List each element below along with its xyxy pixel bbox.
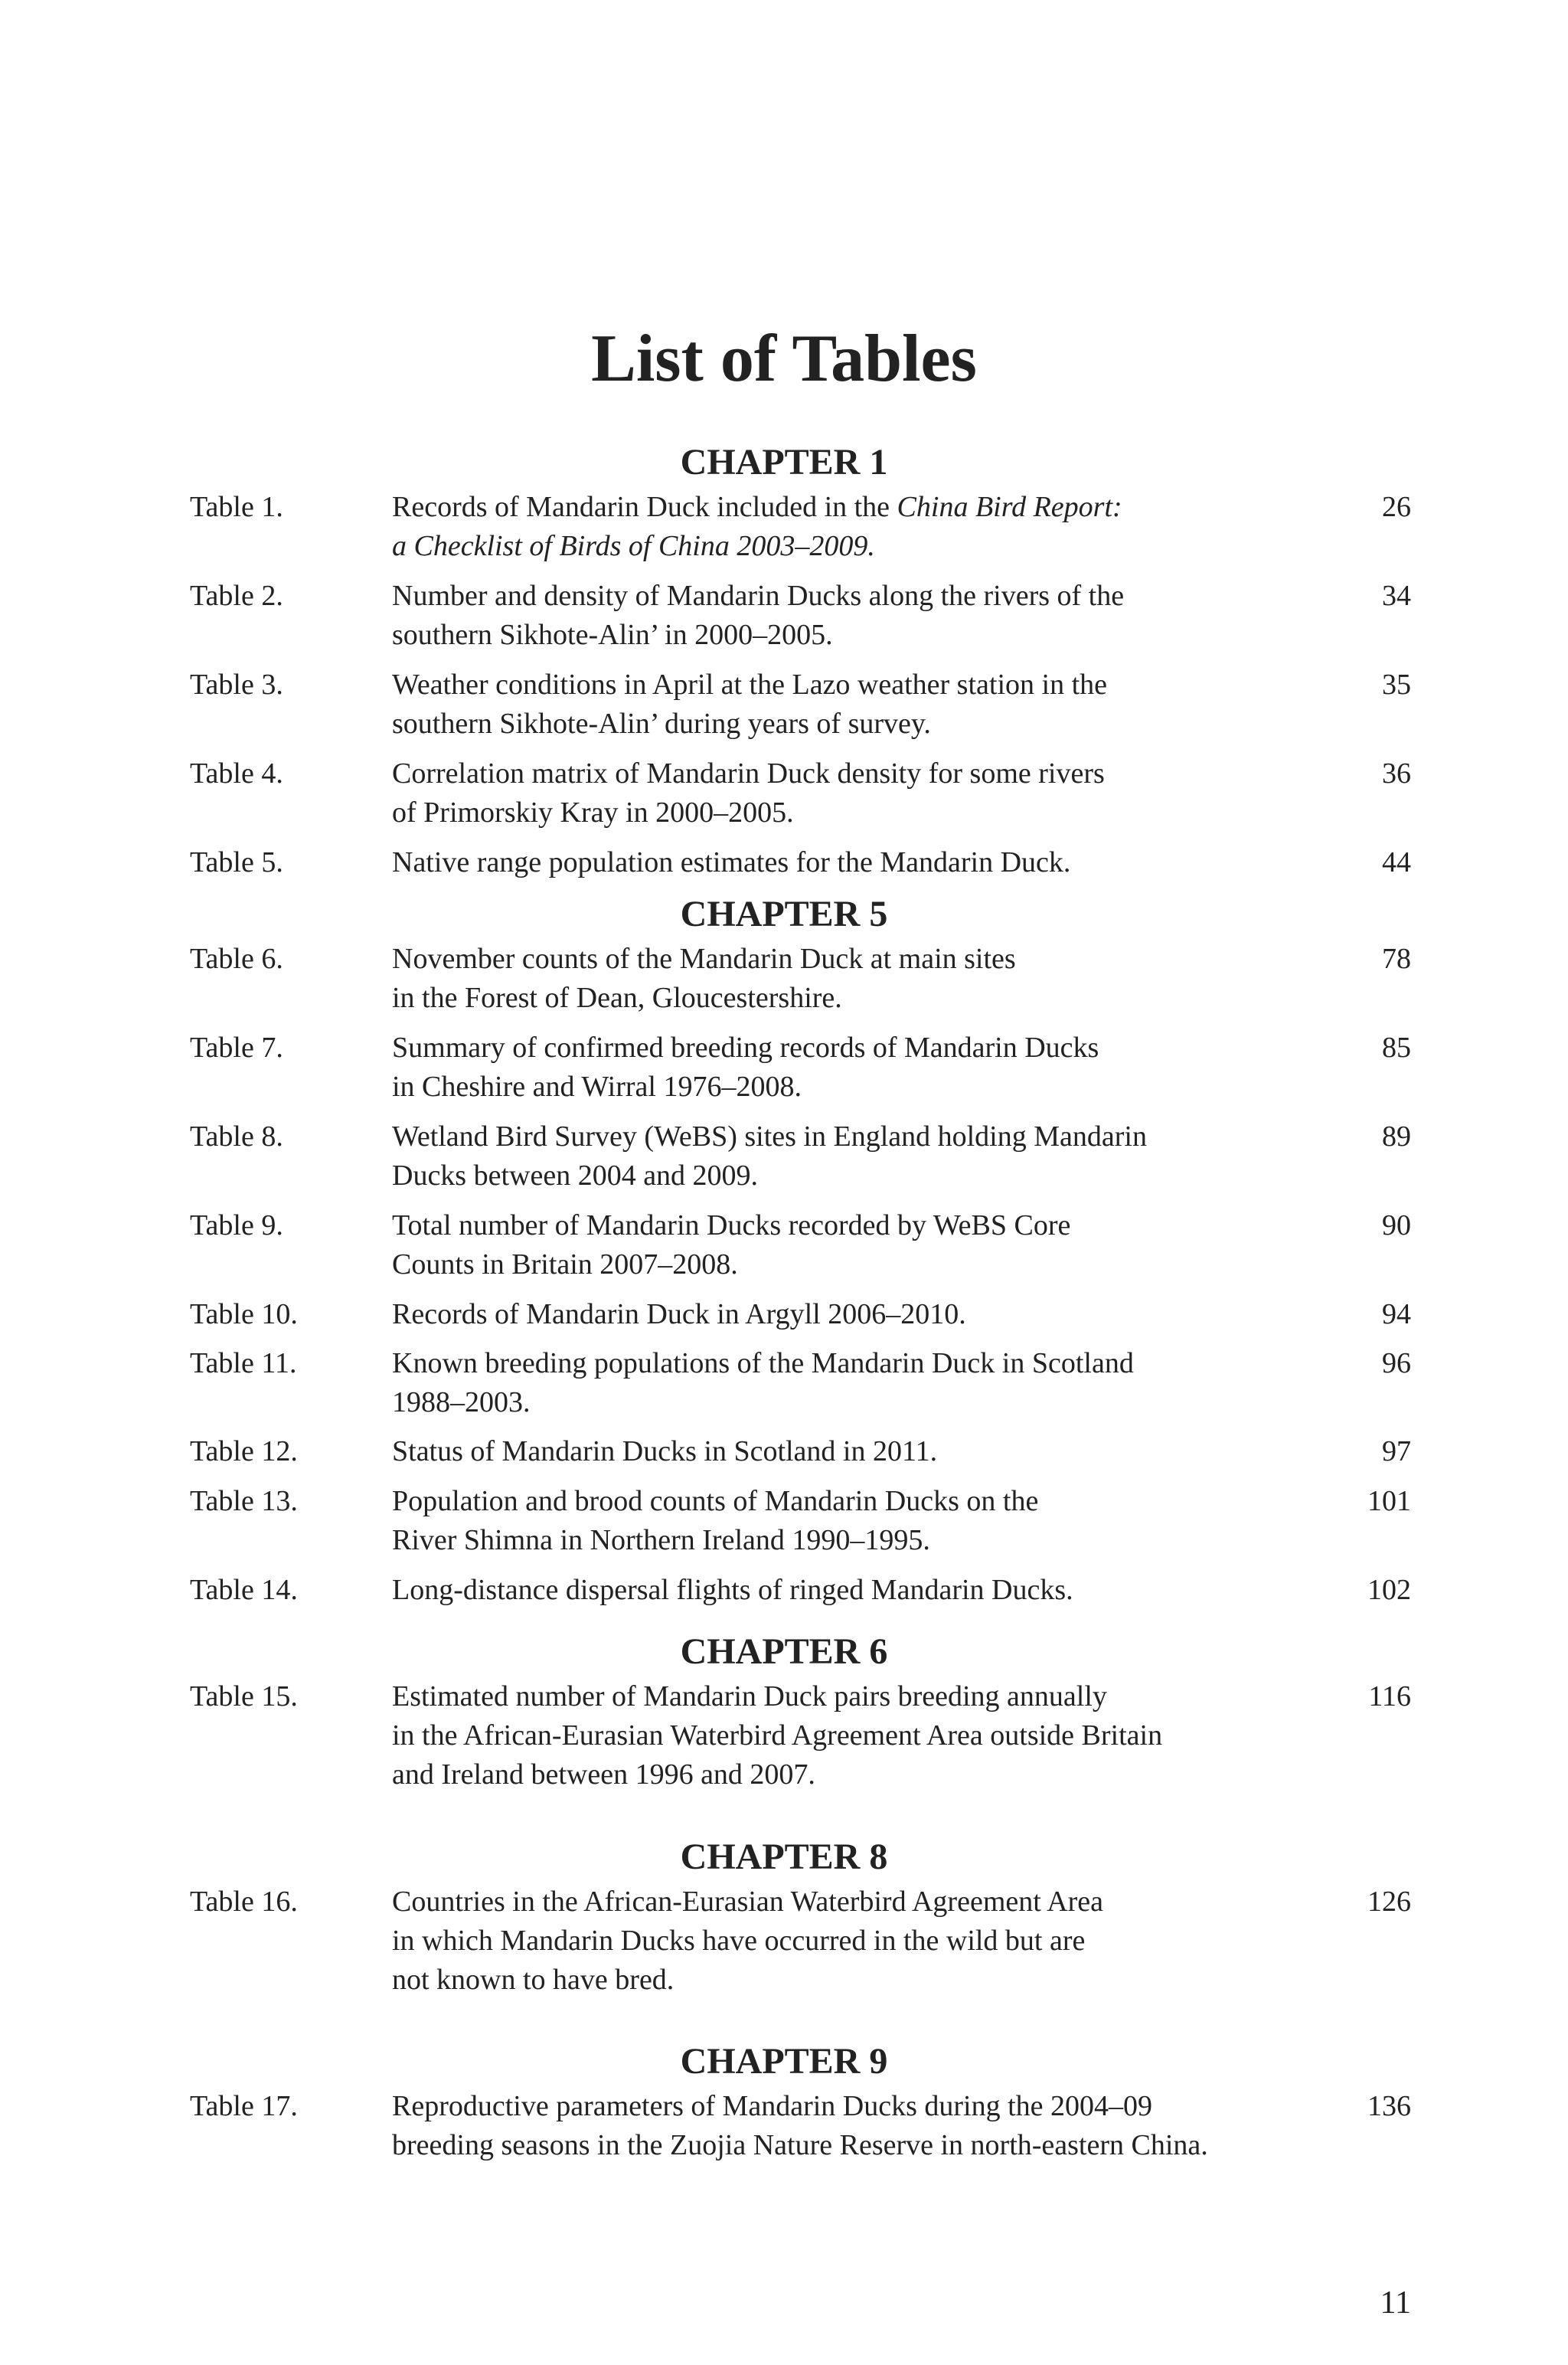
page-number: 97 [1382, 1435, 1411, 1467]
description-line: southern Sikhote-Alin’ during years of survey. [392, 708, 931, 740]
table-description [392, 1029, 1341, 1107]
page-folio: 11 [1380, 2285, 1411, 2321]
description-line: in Cheshire and Wirral 1976–2008. [392, 1071, 802, 1103]
chapter-heading-6: CHAPTER 6 [680, 1631, 888, 1672]
table-label: Table 1. [190, 491, 283, 523]
page-number: 116 [1368, 1680, 1411, 1712]
page-number: 126 [1367, 1886, 1411, 1918]
table-label: Table 14. [190, 1574, 298, 1606]
description-line: Records of Mandarin Duck in Argyll 2006–2010. [392, 1298, 966, 1330]
page-title: List of Tables [591, 322, 977, 396]
description-line: Summary of confirmed breeding records of Mandarin Ducks [392, 1032, 1099, 1064]
table-description [392, 488, 1341, 566]
table-description [392, 2087, 1341, 2165]
description-line: Weather conditions in April at the Lazo weather station in the [392, 669, 1107, 701]
description-line: Number and density of Mandarin Ducks along the rivers of the [392, 580, 1125, 612]
table-label: Table 13. [190, 1485, 298, 1517]
table-label: Table 7. [190, 1032, 283, 1064]
table-description [392, 754, 1341, 832]
page-number: 102 [1367, 1574, 1411, 1606]
description-line: Wetland Bird Survey (WeBS) sites in England holding Mandarin [392, 1120, 1147, 1153]
description-line: River Shimna in Northern Ireland 1990–1995. [392, 1524, 930, 1556]
report-title-italic: China Bird Report: [897, 491, 1122, 523]
description-line: Estimated number of Mandarin Duck pairs breeding annually [392, 1680, 1107, 1712]
table-description [392, 1344, 1341, 1422]
description-line: not known to have bred. [392, 1964, 675, 1996]
page-number: 96 [1382, 1347, 1411, 1379]
page-number: 85 [1382, 1032, 1411, 1064]
description-line: in which Mandarin Ducks have occurred in the wild but are [392, 1925, 1086, 1957]
description-line: Long-distance dispersal flights of ringed Mandarin Ducks. [392, 1574, 1073, 1606]
table-description [392, 1677, 1341, 1794]
table-description [392, 1883, 1341, 2000]
table-description [392, 666, 1341, 744]
table-label: Table 10. [190, 1298, 298, 1330]
page-number: 90 [1382, 1209, 1411, 1241]
table-label: Table 11. [190, 1347, 297, 1379]
description-line: southern Sikhote-Alin’ in 2000–2005. [392, 619, 833, 651]
table-label: Table 12. [190, 1435, 298, 1467]
table-label: Table 9. [190, 1209, 283, 1241]
table-label: Table 15. [190, 1680, 298, 1712]
page-number: 44 [1382, 846, 1411, 878]
chapter-heading-5: CHAPTER 5 [680, 894, 888, 934]
table-label: Table 2. [190, 580, 283, 612]
page-number: 101 [1367, 1485, 1411, 1517]
table-label: Table 3. [190, 669, 283, 701]
description-line: Counts in Britain 2007–2008. [392, 1248, 738, 1281]
description-line: Status of Mandarin Ducks in Scotland in 2011. [392, 1435, 938, 1467]
table-description [392, 1571, 1341, 1610]
table-description [392, 577, 1341, 655]
chapter-heading-9: CHAPTER 9 [680, 2041, 888, 2082]
description-line: Total number of Mandarin Ducks recorded by WeBS Core [392, 1209, 1071, 1241]
description-line: in the Forest of Dean, Gloucestershire. [392, 982, 842, 1014]
description-line: and Ireland between 1996 and 2007. [392, 1758, 815, 1791]
description-line: November counts of the Mandarin Duck at main sites [392, 943, 1016, 975]
table-label: Table 4. [190, 757, 283, 790]
table-description [392, 1295, 1341, 1334]
table-label: Table 5. [190, 846, 283, 878]
description-line: a Checklist of Birds of China 2003–2009. [392, 530, 875, 562]
description-line: breeding seasons in the Zuojia Nature Reserve in north-eastern China. [392, 2129, 1208, 2161]
page-number: 34 [1382, 580, 1411, 612]
description-line: Native range population estimates for the Mandarin Duck. [392, 846, 1071, 878]
description-line: Reproductive parameters of Mandarin Ducks during the 2004–09 [392, 2090, 1153, 2122]
table-description [392, 1206, 1341, 1284]
description-line: Ducks between 2004 and 2009. [392, 1160, 759, 1192]
page-number: 26 [1382, 491, 1411, 523]
description-line: 1988–2003. [392, 1386, 531, 1418]
chapter-heading-1: CHAPTER 1 [680, 442, 888, 482]
description-line: Population and brood counts of Mandarin Ducks on the [392, 1485, 1039, 1517]
description-line: Records of Mandarin Duck included in the China Bird Report: [392, 491, 1122, 523]
description-line: Known breeding populations of the Mandarin Duck in Scotland [392, 1347, 1134, 1379]
table-label: Table 16. [190, 1886, 298, 1918]
table-description [392, 1482, 1341, 1560]
table-description [392, 843, 1341, 882]
page-number: 136 [1367, 2090, 1411, 2122]
table-description [392, 1432, 1341, 1471]
chapter-heading-8: CHAPTER 8 [680, 1837, 888, 1877]
description-line: of Primorskiy Kray in 2000–2005. [392, 797, 794, 829]
table-label: Table 6. [190, 943, 283, 975]
table-description [392, 940, 1341, 1018]
page-number: 89 [1382, 1120, 1411, 1153]
page-number: 36 [1382, 757, 1411, 790]
table-description [392, 1117, 1341, 1196]
table-label: Table 8. [190, 1120, 283, 1153]
page-number: 35 [1382, 669, 1411, 701]
table-label: Table 17. [190, 2090, 298, 2122]
page-number: 78 [1382, 943, 1411, 975]
description-line: Countries in the African-Eurasian Waterbird Agreement Area [392, 1886, 1104, 1918]
description-line: Correlation matrix of Mandarin Duck density for some rivers [392, 757, 1105, 790]
description-line: in the African-Eurasian Waterbird Agreement Area outside Britain [392, 1719, 1163, 1752]
page-number: 94 [1382, 1298, 1411, 1330]
